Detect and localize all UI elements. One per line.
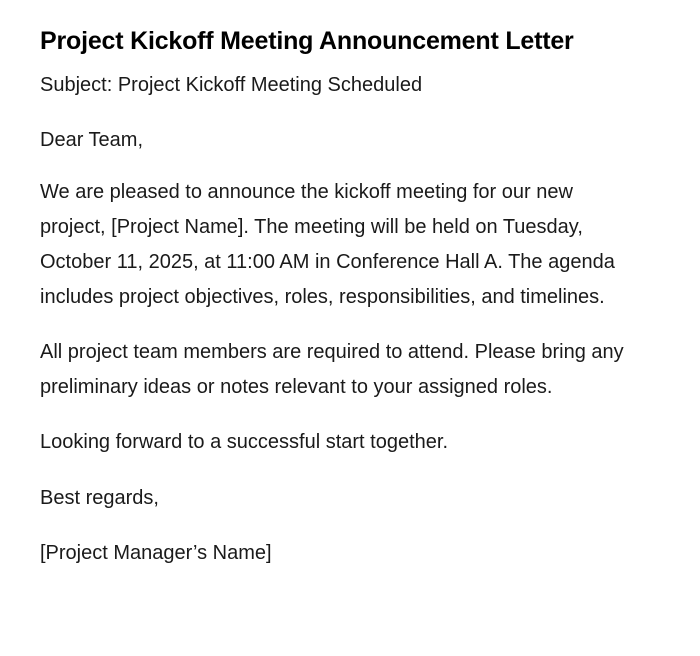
letter-body-paragraph: All project team members are required to attend. Please bring any preliminary ideas or notes relevant to your assigned roles. (40, 341, 624, 398)
letter-closing-paragraph: Looking forward to a successful start together. (40, 431, 448, 453)
letter-subject: Subject: Project Kickoff Meeting Scheduled (40, 74, 423, 96)
letter-body-paragraph: We are pleased to announce the kickoff meeting for our new project, [Project Name]. The meeting will be held on Tuesday, October 11, 2025, at 11:00 AM in Conference Hall A. The agenda includes project objectives, roles, responsibilities, and timelines. (40, 181, 615, 308)
letter-signature: [Project Manager’s Name] (40, 542, 272, 564)
letter-signoff: Best regards, (40, 487, 159, 509)
letter-title: Project Kickoff Meeting Announcement Letter (40, 27, 574, 55)
letter-salutation: Dear Team, (40, 129, 144, 151)
